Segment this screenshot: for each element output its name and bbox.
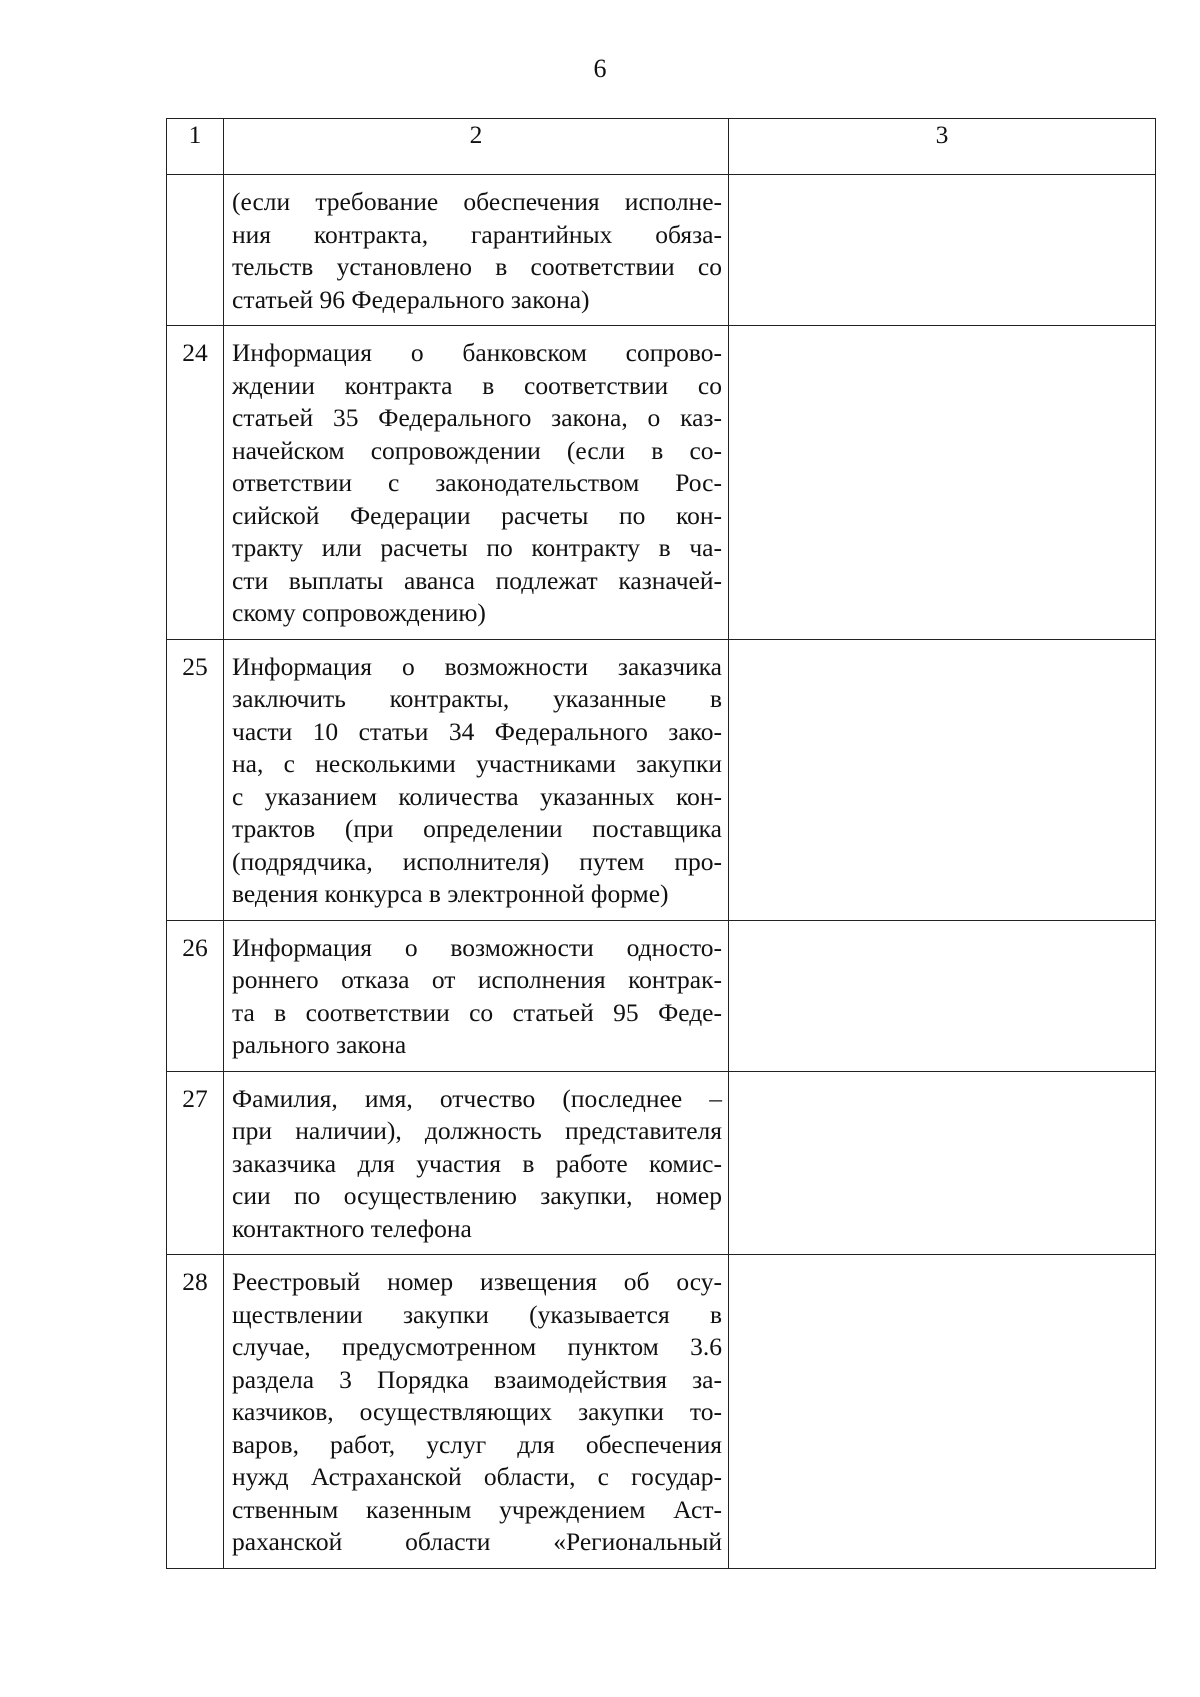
row-value: [729, 326, 1156, 640]
description-line: с указанием количества указанных кон-: [232, 781, 722, 811]
description-line: роннего отказа от исполнения контрак-: [232, 965, 722, 994]
table-row: [167, 639, 1156, 920]
description-line: Информация о возможности односто-: [232, 932, 722, 962]
row-description: [224, 920, 729, 1071]
description-line: статьей 35 Федерального закона, о каз-: [232, 403, 722, 432]
description-line: заключить контракты, указанные в: [232, 684, 722, 713]
description-line: сии по осуществлению закупки, номер: [232, 1181, 722, 1210]
description-line: ведения конкурса в электронной форме): [232, 879, 669, 908]
description-line: та в соответствии со статьей 95 Феде-: [232, 997, 722, 1027]
column-header-3: 3: [729, 119, 1156, 175]
description-line: ществлении закупки (указывается в: [232, 1299, 722, 1329]
description-line: контактного телефона: [232, 1213, 472, 1243]
row-number: 28: [167, 1255, 224, 1569]
description-line: статьей 96 Федерального закона): [232, 284, 590, 314]
description-line: варов, работ, услуг для обеспечения: [232, 1429, 722, 1459]
row-value: [729, 639, 1156, 920]
row-value: [729, 175, 1156, 326]
table-row: [167, 326, 1156, 640]
table-row: [167, 175, 1156, 326]
description-line: начейском сопровождении (если в со-: [232, 435, 722, 465]
description-line: сийской Федерации расчеты по кон-: [232, 500, 722, 530]
row-number: 25: [167, 639, 224, 920]
description-line: ответствии с законодательством Рос-: [232, 468, 722, 497]
column-header-1: 1: [167, 119, 224, 175]
description-line: ждении контракта в соответствии со: [232, 370, 722, 400]
table-body: [167, 119, 1156, 1569]
description-line: Фамилия, имя, отчество (последнее –: [232, 1083, 722, 1113]
row-value: [729, 1255, 1156, 1569]
description-line: скому сопровождению): [232, 598, 486, 627]
row-description: [224, 639, 729, 920]
description-line: сти выплаты аванса подлежат казначей-: [232, 565, 722, 595]
description-line: раздела 3 Порядка взаимодействия за-: [232, 1364, 722, 1394]
row-description: [224, 1071, 729, 1255]
column-header-2: 2: [224, 119, 729, 175]
description-line: на, с несколькими участниками закупки: [232, 749, 722, 778]
row-description: [224, 175, 729, 326]
description-line: при наличии), должность представителя: [232, 1116, 722, 1145]
description-line: Реестровый номер извещения об осу-: [232, 1267, 722, 1296]
row-number: 24: [167, 326, 224, 640]
row-description: [224, 1255, 729, 1569]
description-line: части 10 статьи 34 Федерального зако-: [232, 716, 722, 746]
description-line: ния контракта, гарантийных обяза-: [232, 219, 722, 249]
description-line: тракту или расчеты по контракту в ча-: [232, 533, 722, 562]
description-line: ственным казенным учреждением Аст-: [232, 1494, 722, 1524]
description-line: случае, предусмотренном пунктом 3.6: [232, 1332, 722, 1361]
table-header-row: [167, 119, 1156, 175]
row-number: [167, 175, 224, 326]
row-description: [224, 326, 729, 640]
page-number: 6: [593, 54, 607, 83]
row-value: [729, 920, 1156, 1071]
description-line: раханской области «Региональный: [232, 1527, 722, 1556]
description-line: заказчика для участия в работе комис-: [232, 1148, 722, 1178]
description-line: нужд Астраханской области, с государ-: [232, 1462, 722, 1491]
description-line: рального закона: [232, 1030, 407, 1059]
description-line: Информация о возможности заказчика: [232, 651, 722, 681]
row-number: 27: [167, 1071, 224, 1255]
table-row: [167, 1255, 1156, 1569]
table-row: [167, 1071, 1156, 1255]
row-number: 26: [167, 920, 224, 1071]
row-value: [729, 1071, 1156, 1255]
description-line: трактов (при определении поставщика: [232, 814, 722, 843]
description-line: казчиков, осуществляющих закупки то-: [232, 1397, 722, 1426]
description-line: (подрядчика, исполнителя) путем про-: [232, 846, 722, 876]
description-line: (если требование обеспечения исполне-: [232, 187, 722, 216]
table-row: [167, 920, 1156, 1071]
description-line: Информация о банковском сопрово-: [232, 338, 722, 367]
requirements-table: [166, 118, 1156, 1569]
description-line: тельств установлено в соответствии со: [232, 252, 722, 281]
